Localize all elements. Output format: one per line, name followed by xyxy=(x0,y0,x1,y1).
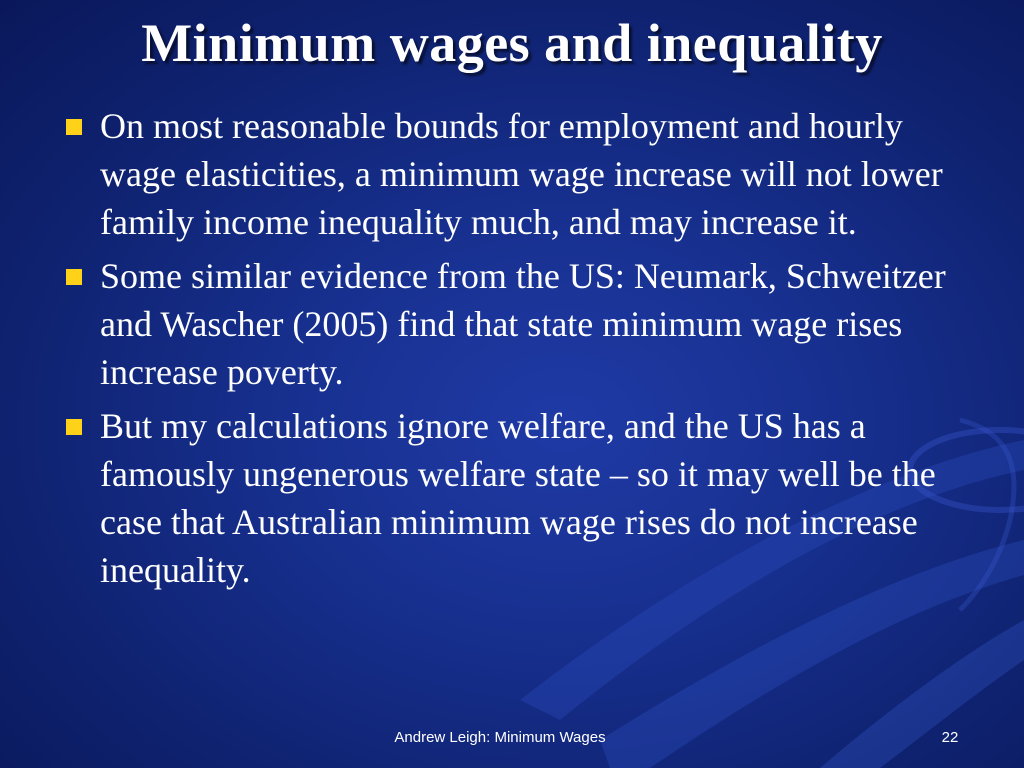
slide-title: Minimum wages and inequality xyxy=(141,13,883,73)
bullet-list xyxy=(62,102,962,600)
bullet-text: On most reasonable bounds for employment and hourly wage elasticities, a minimum wage increase will not lower family income inequality much, and may increase it. xyxy=(100,106,943,242)
square-bullet-icon xyxy=(66,119,82,135)
bullet-item xyxy=(62,252,962,396)
bullet-item xyxy=(62,402,962,594)
bullet-text: But my calculations ignore welfare, and the US has a famously ungenerous welfare state – so it may well be the case that Australian minimum wage rises do not increase inequality. xyxy=(100,406,936,590)
page-number: 22 xyxy=(941,729,959,746)
bullet-item xyxy=(62,102,962,246)
bullet-text: Some similar evidence from the US: Neumark, Schweitzer and Wascher (2005) find that state minimum wage rises increase poverty. xyxy=(100,256,946,392)
square-bullet-icon xyxy=(66,269,82,285)
slide-footer: Andrew Leigh: Minimum Wages xyxy=(394,729,606,746)
square-bullet-icon xyxy=(66,419,82,435)
